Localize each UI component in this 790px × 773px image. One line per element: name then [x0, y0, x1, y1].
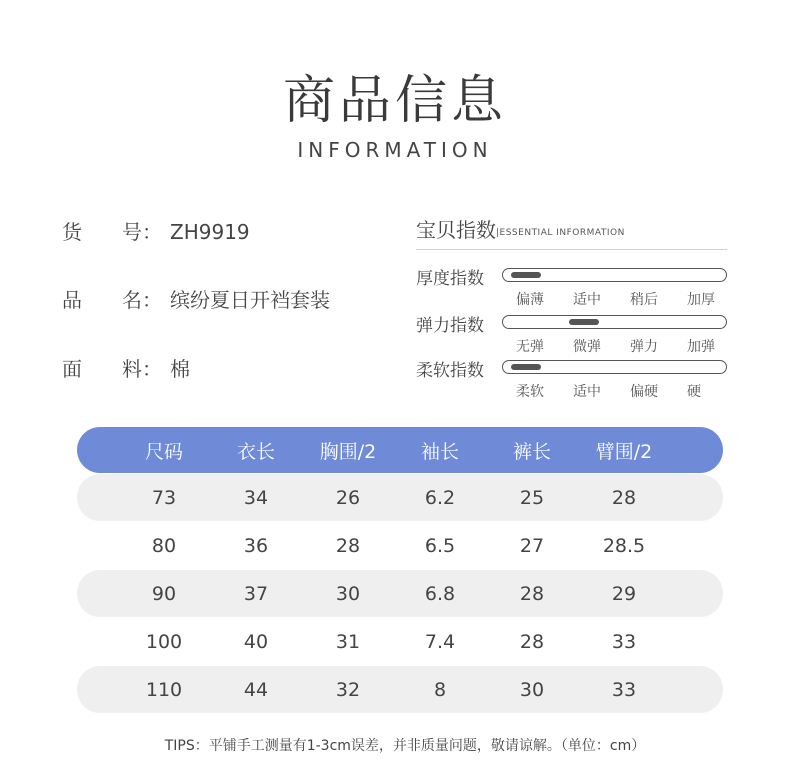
- page-subtitle: INFORMATION: [297, 138, 493, 162]
- table-cell: 28: [519, 582, 545, 605]
- index-meter-track: [502, 315, 727, 329]
- index-tick-label: 微弹: [573, 339, 601, 355]
- index-tick-label: 偏薄: [516, 292, 544, 308]
- table-cell: 7.4: [424, 630, 456, 653]
- index-tick-label: 适中: [573, 292, 601, 308]
- info-item-name: [62, 284, 330, 313]
- size-table-header: [77, 427, 723, 473]
- index-tick-label: 适中: [573, 384, 601, 400]
- table-header-cell: 袖长: [420, 440, 459, 463]
- index-title-en: |ESSENTIAL INFORMATION: [496, 228, 625, 238]
- index-title: 宝贝指数: [416, 218, 496, 242]
- table-cell: 27: [519, 534, 545, 557]
- index-tick-label: 柔软: [516, 384, 544, 400]
- info-item-material: [62, 353, 190, 382]
- table-row: [77, 666, 723, 713]
- table-cell: 110: [145, 678, 183, 701]
- page-title: 商品信息: [282, 71, 507, 131]
- info-item-number: [62, 216, 250, 245]
- table-cell: 6.5: [424, 534, 456, 557]
- index-label: 柔软指数: [416, 361, 484, 381]
- index-tick-label: 无弹: [516, 339, 544, 355]
- index-meter-knob: [511, 272, 541, 278]
- index-heading: [416, 214, 625, 243]
- table-header-cell: 裤长: [512, 440, 551, 463]
- info-label-char: 面: [62, 357, 82, 381]
- table-cell: 80: [151, 534, 177, 557]
- table-cell: 37: [243, 582, 269, 605]
- table-cell: 30: [335, 582, 361, 605]
- index-tick-label: 弹力: [630, 339, 658, 355]
- table-cell: 28: [611, 486, 637, 509]
- table-cell: 6.2: [424, 486, 456, 509]
- table-cell: 8: [433, 678, 447, 701]
- table-cell: 33: [611, 630, 637, 653]
- info-label-char: 号：: [122, 220, 162, 244]
- table-cell: 31: [335, 630, 361, 653]
- info-label-char: 名：: [122, 288, 162, 312]
- info-label-char: 品: [62, 288, 82, 312]
- table-cell: 25: [519, 486, 545, 509]
- info-label-char: 料：: [122, 357, 162, 381]
- index-meter-track: [502, 268, 727, 282]
- table-row: [77, 522, 723, 569]
- table-header-cell: 衣长: [236, 440, 275, 463]
- table-cell: 33: [611, 678, 637, 701]
- index-label: 弹力指数: [416, 316, 484, 336]
- table-cell: 32: [335, 678, 361, 701]
- index-tick-label: 稍后: [630, 292, 658, 308]
- index-meter-track: [502, 360, 727, 374]
- index-tick-label: 硬: [687, 384, 701, 400]
- table-cell: 44: [243, 678, 269, 701]
- table-cell: 28.5: [602, 534, 646, 557]
- table-cell: 26: [335, 486, 361, 509]
- table-row: [77, 474, 723, 521]
- index-divider: [416, 249, 727, 250]
- table-row: [77, 618, 723, 665]
- index-tick-label: 偏硬: [630, 384, 658, 400]
- table-cell: 28: [335, 534, 361, 557]
- table-cell: 29: [611, 582, 637, 605]
- tips-note: TIPS：平铺手工测量有1-3cm误差，并非质量问题，敬请谅解。（单位：cm）: [164, 738, 646, 754]
- index-label: 厚度指数: [416, 269, 484, 289]
- table-cell: 34: [243, 486, 269, 509]
- index-tick-label: 加厚: [687, 292, 715, 308]
- info-label-char: 货: [62, 220, 82, 244]
- index-tick-label: 加弹: [687, 339, 715, 355]
- info-value: 棉: [170, 357, 190, 381]
- table-header-cell: 尺码: [144, 440, 183, 463]
- table-header-cell: 胸围/2: [319, 440, 377, 463]
- table-cell: 36: [243, 534, 269, 557]
- table-cell: 90: [151, 582, 177, 605]
- table-cell: 28: [519, 630, 545, 653]
- index-meter-knob: [569, 319, 599, 325]
- info-value: ZH9919: [170, 220, 250, 244]
- table-row: [77, 570, 723, 617]
- table-cell: 100: [145, 630, 183, 653]
- table-cell: 40: [243, 630, 269, 653]
- table-cell: 73: [151, 486, 177, 509]
- table-cell: 30: [519, 678, 545, 701]
- info-value: 缤纷夏日开裆套装: [170, 288, 330, 312]
- table-header-cell: 臂围/2: [595, 440, 653, 463]
- index-meter-knob: [511, 364, 541, 370]
- table-cell: 6.8: [424, 582, 456, 605]
